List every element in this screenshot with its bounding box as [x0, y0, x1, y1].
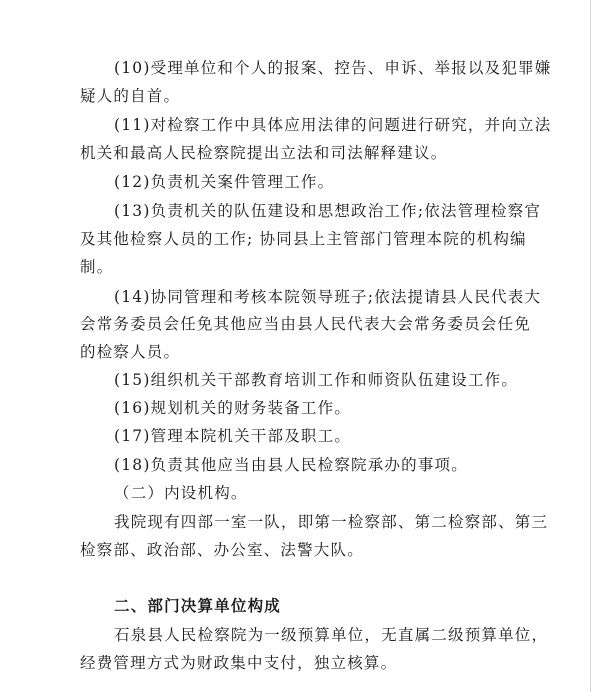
paragraph-line: (15)组织机关干部教育培训工作和师资队伍建设工作。: [114, 371, 519, 389]
page-edge-rule: [590, 0, 591, 692]
paragraph-line: 疑人的自首。: [80, 87, 181, 105]
paragraph-line: (17)管理本院机关干部及职工。: [114, 427, 352, 445]
paragraph-line: 石泉县人民检察院为一级预算单位，无直属二级预算单位，: [114, 626, 549, 644]
paragraph-line: 机关和最高人民检察院提出立法和司法解释建议。: [80, 144, 448, 162]
paragraph-line: 及其他检察人员的工作; 协同县上主管部门管理本院的机构编: [80, 230, 527, 248]
paragraph-line: (11)对检察工作中具体应用法律的问题进行研究，并向立法: [114, 116, 552, 134]
paragraph-line: (18)负责其他应当由县人民检察院承办的事项。: [114, 456, 468, 474]
paragraph-line: 经费管理方式为财政集中支付，独立核算。: [80, 654, 398, 672]
paragraph-line: 我院现有四部一室一队，即第一检察部、第二检察部、第三: [114, 513, 549, 531]
paragraph-line: (12)负责机关案件管理工作。: [114, 173, 335, 191]
paragraph-line: 制。: [80, 258, 114, 276]
paragraph-line: (16)规划机关的财务装备工作。: [114, 399, 352, 417]
paragraph-line: 检察部、政治部、办公室、法警大队。: [80, 541, 364, 559]
paragraph-line: (10)受理单位和个人的报案、控告、申诉、举报以及犯罪嫌: [114, 59, 552, 77]
paragraph-line: 的检察人员。: [80, 343, 181, 361]
section-heading: 二、部门决算单位构成: [114, 597, 282, 615]
paragraph-line: (13)负责机关的队伍建设和思想政治工作;依法管理检察官: [114, 202, 542, 220]
paragraph-line: 会常务委员会任免其他应当由县人民代表大会常务委员会任免: [80, 315, 531, 333]
paragraph-line: (14)协同管理和考核本院领导班子;依法提请县人民代表大: [114, 288, 542, 306]
subsection-title: （二）内设机构。: [114, 484, 248, 502]
